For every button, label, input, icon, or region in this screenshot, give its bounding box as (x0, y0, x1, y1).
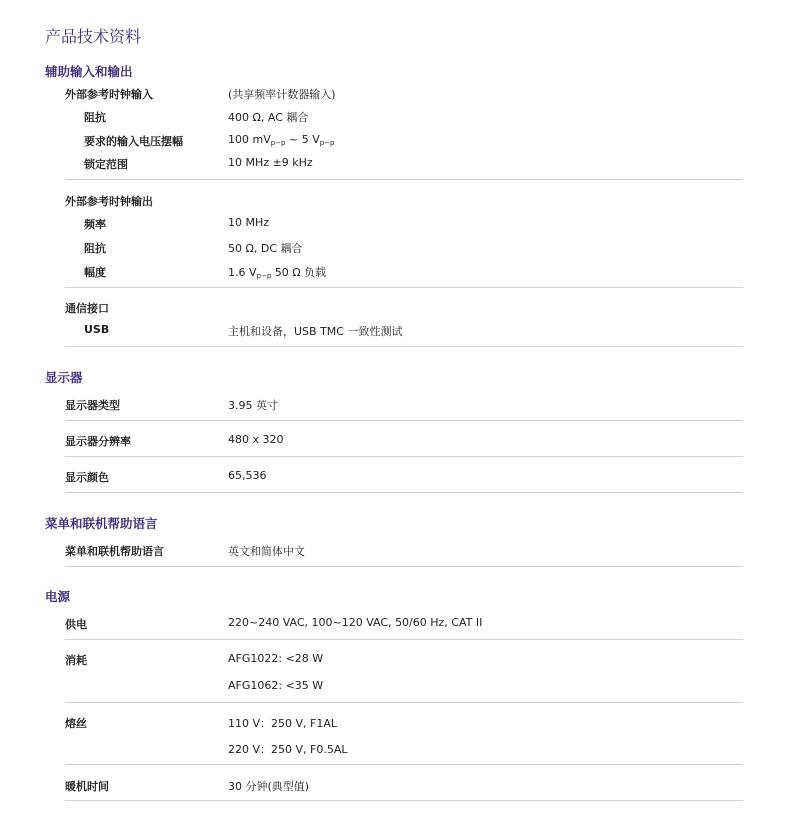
comm-interface-label: 通信接口 (65, 302, 109, 315)
ext-in-lock-value: 10 MHz ±9 kHz (228, 156, 313, 169)
section-title-aux: 辅助输入和输出 (45, 64, 133, 79)
menu-lang-label: 菜单和联机帮助语言 (65, 545, 164, 558)
power-consume-value-2: AFG1062: <35 W (228, 679, 324, 692)
display-type-value: 3.95 英寸 (228, 399, 278, 412)
ext-out-freq-label: 频率 (84, 218, 106, 231)
divider (65, 702, 743, 703)
warmup-label: 暖机时间 (65, 780, 109, 793)
ext-clock-in-value: (共享频率计数器输入) (228, 88, 336, 101)
ext-in-impedance-value: 400 Ω, AC 耦合 (228, 111, 309, 124)
power-supply-value: 220~240 VAC, 100~120 VAC, 50/60 Hz, CAT II (228, 616, 483, 629)
warmup-value: 30 分钟(典型值) (228, 780, 310, 793)
power-supply-label: 供电 (65, 618, 87, 631)
divider (65, 492, 743, 493)
fuse-label: 熔丝 (65, 717, 87, 730)
ext-out-amp-label: 幅度 (84, 266, 106, 279)
divider (65, 346, 743, 347)
ext-in-swing-value: 100 $mV_{p-p}$ ~ 5 $V_{p-p}$ (228, 133, 335, 147)
ext-clock-in-label: 外部参考时钟输入 (65, 88, 153, 101)
ext-in-swing-label: 要求的输入电压摆幅 (84, 135, 183, 148)
divider (65, 639, 743, 640)
divider (65, 764, 743, 765)
ext-out-impedance-label: 阻抗 (84, 242, 106, 255)
ext-in-impedance-label: 阻抗 (84, 111, 106, 124)
display-res-label: 显示器分辨率 (65, 435, 131, 448)
section-title-display: 显示器 (45, 370, 83, 385)
divider (65, 287, 743, 288)
divider (65, 456, 743, 457)
display-type-label: 显示器类型 (65, 399, 120, 412)
ext-clock-out-label: 外部参考时钟输出 (65, 195, 153, 208)
section-title-power: 电源 (45, 589, 71, 604)
page-title: 产品技术资料 (45, 27, 142, 46)
display-color-label: 显示颜色 (65, 471, 109, 484)
divider (65, 566, 743, 567)
divider (65, 800, 743, 801)
power-consume-value-1: AFG1022: <28 W (228, 652, 324, 665)
section-title-menu: 菜单和联机帮助语言 (45, 516, 158, 531)
usb-label: USB (84, 323, 110, 336)
ext-out-impedance-value: 50 Ω, DC 耦合 (228, 242, 303, 255)
usb-value: 主机和设备，USB TMC 一致性测试 (228, 325, 403, 338)
ext-in-lock-label: 锁定范围 (84, 158, 128, 171)
fuse-value-2: 220 V：250 V, F0.5AL (228, 743, 348, 756)
fuse-value-1: 110 V：250 V, F1AL (228, 717, 338, 730)
menu-lang-value: 英文和简体中文 (228, 545, 305, 558)
ext-out-freq-value: 10 MHz (228, 216, 270, 229)
divider (65, 179, 743, 180)
ext-out-amp-value: 1.6 $V_{p-p}$ 50 Ω 负载 (228, 266, 327, 280)
display-res-value: 480 x 320 (228, 433, 284, 446)
power-consume-label: 消耗 (65, 654, 87, 667)
display-color-value: 65,536 (228, 469, 267, 482)
divider (65, 420, 743, 421)
